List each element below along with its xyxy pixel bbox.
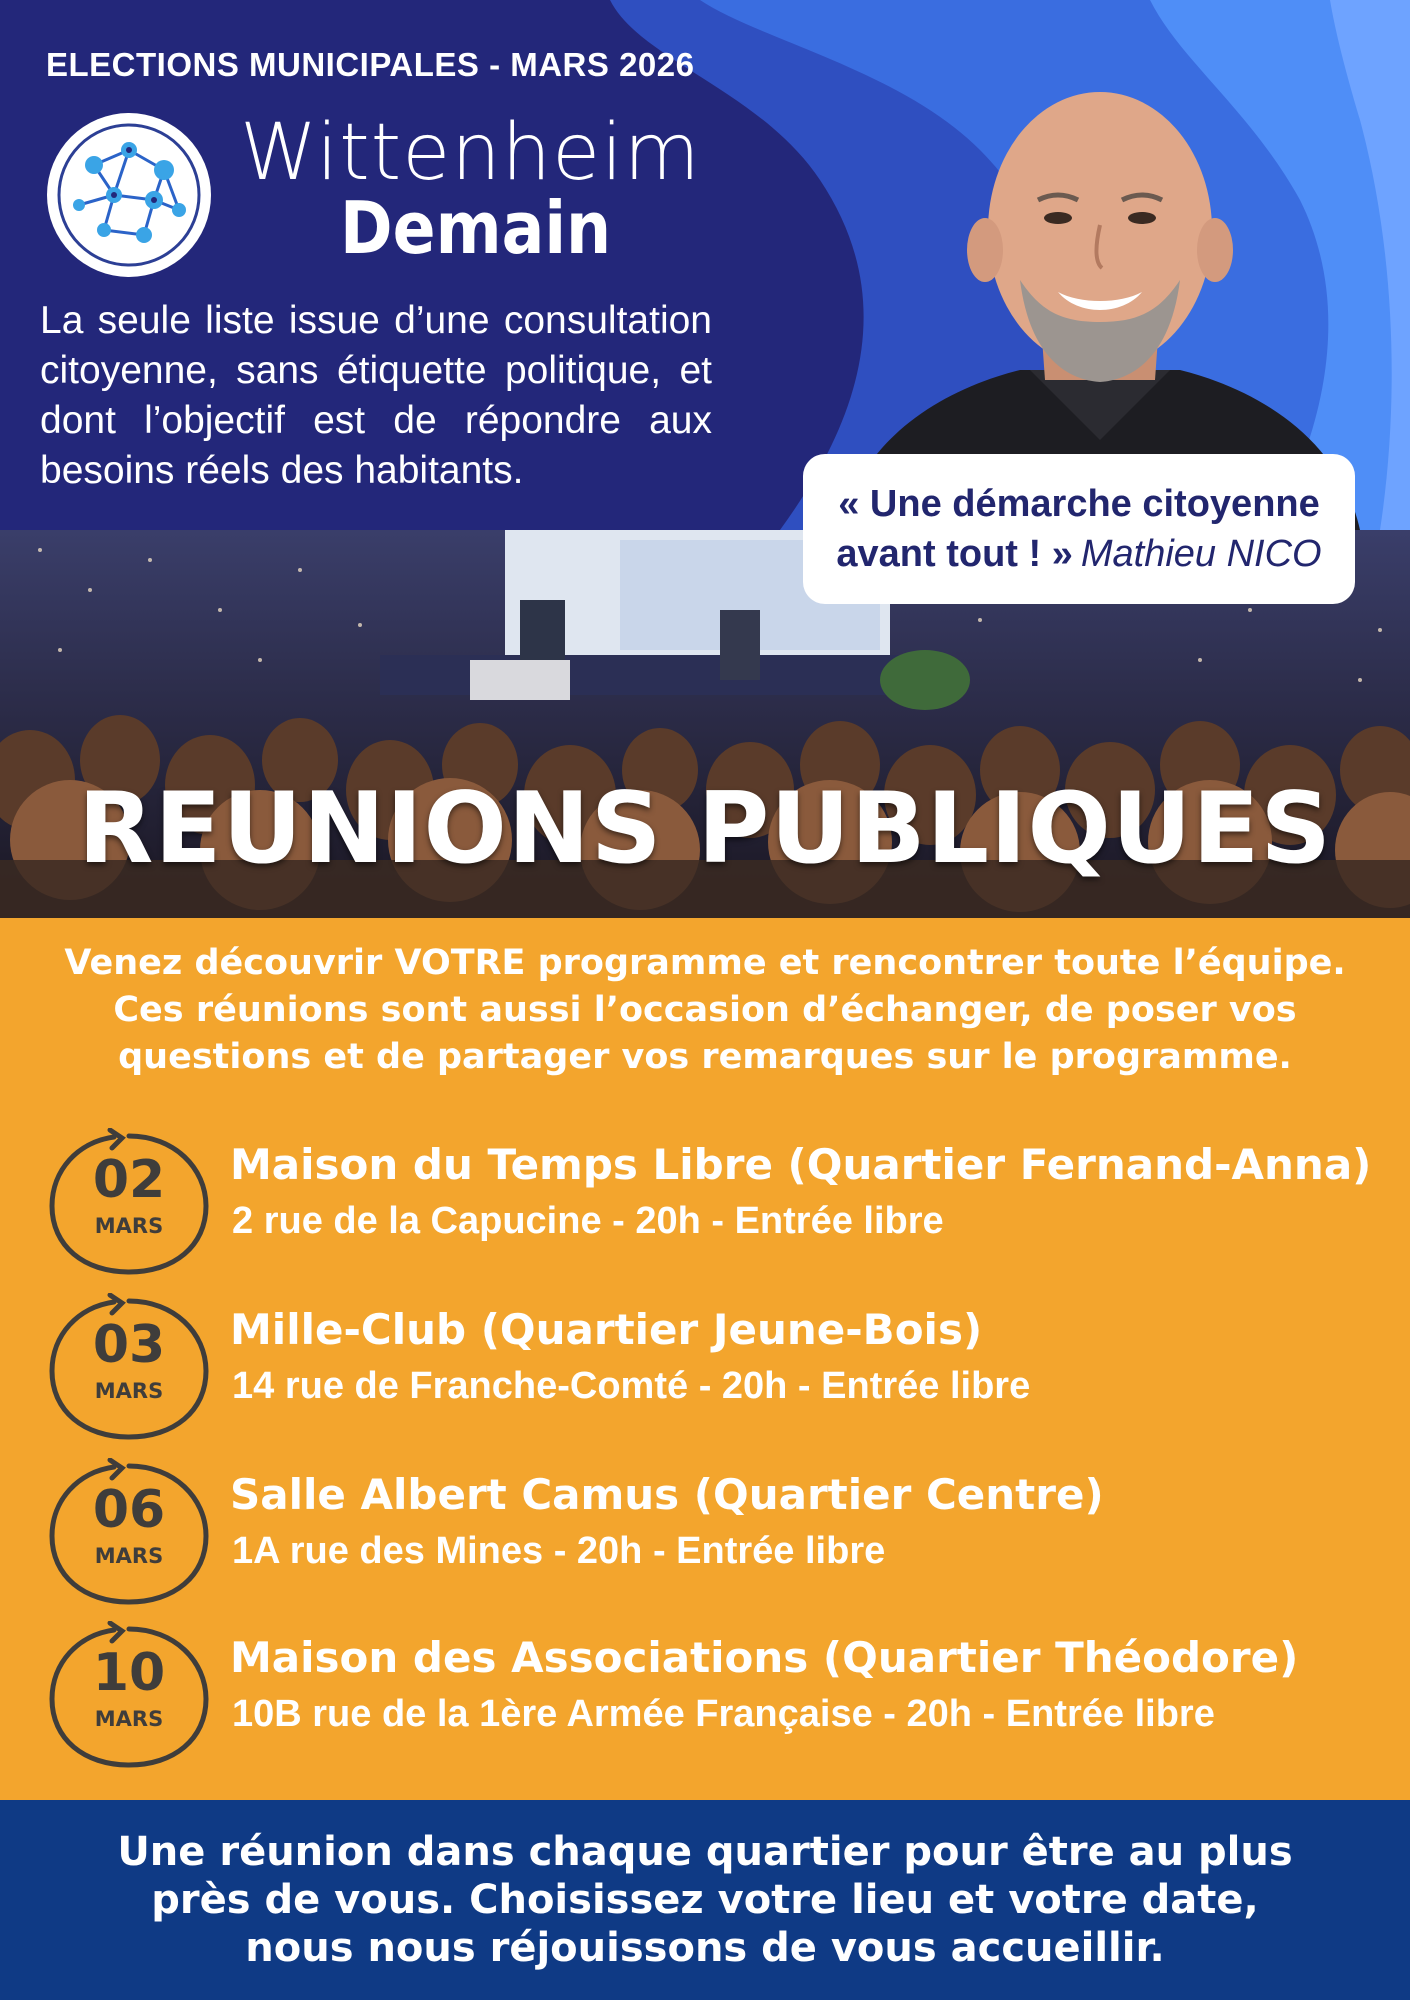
footer-banner [0,1800,1410,2000]
date-day: 03 [92,1315,166,1375]
footer-line2: près de vous. Choisissez votre lieu et votre date, [151,1877,1259,1923]
meeting-item [0,1128,1410,1278]
network-globe-icon [44,110,214,280]
meeting-details: 2 rue de la Capucine - 20h - Entrée libre [232,1200,944,1242]
candidate-quote [803,454,1355,604]
meeting-details: 14 rue de Franche-Comté - 20h - Entrée libre [232,1365,1031,1407]
date-month: MARS [94,1707,164,1731]
meeting-details: 10B rue de la 1ère Armée Française - 20h - Entrée libre [232,1693,1215,1735]
footer-line1: Une réunion dans chaque quartier pour être au plus [117,1829,1293,1875]
meeting-item [0,1293,1410,1443]
date-badge [44,1293,214,1443]
intro-line3: questions et de partager vos remarques sur le programme. [118,1037,1292,1077]
meeting-details: 1A rue des Mines - 20h - Entrée libre [232,1530,886,1572]
meeting-item [0,1458,1410,1608]
meeting-venue: Maison des Associations (Quartier Théodore) [230,1633,1299,1682]
intro-paragraph [40,940,1370,1081]
meeting-venue: Salle Albert Camus (Quartier Centre) [230,1470,1104,1519]
quote-author: Mathieu NICO [1080,533,1322,575]
election-heading: ELECTIONS MUNICIPALES - MARS 2026 [46,46,695,83]
date-badge [44,1128,214,1278]
meeting-item [0,1621,1410,1771]
date-day: 10 [92,1643,166,1703]
header-section [0,0,1410,530]
date-badge [44,1621,214,1771]
date-month: MARS [94,1214,164,1238]
meeting-venue: Maison du Temps Libre (Quartier Fernand-Anna) [230,1140,1372,1189]
quote-line2: avant tout ! » [836,533,1073,575]
quote-line1: « Une démarche citoyenne [838,483,1320,525]
brand-name-line1: Wittenheim [240,108,701,198]
meeting-venue: Mille-Club (Quartier Jeune-Bois) [230,1305,983,1354]
date-day: 02 [92,1150,166,1210]
footer-line3: nous nous réjouissons de vous accueillir. [245,1925,1165,1971]
footer-message [35,1828,1375,1972]
tagline-text: La seule liste issue d’une consultation citoyenne, sans étiquette politique, et dont l’objectif est de répondre aux besoins réels des habitants. [40,299,712,492]
brand-name-line2: Demain [340,186,612,270]
banner-title: REUNIONS PUBLIQUES [78,772,1332,886]
date-day: 06 [92,1480,166,1540]
date-month: MARS [94,1544,164,1568]
intro-line1: Venez découvrir VOTRE programme et rencontrer toute l’équipe. [64,943,1346,983]
date-badge [44,1458,214,1608]
date-month: MARS [94,1379,164,1403]
intro-line2: Ces réunions sont aussi l’occasion d’échanger, de poser vos [113,990,1297,1030]
